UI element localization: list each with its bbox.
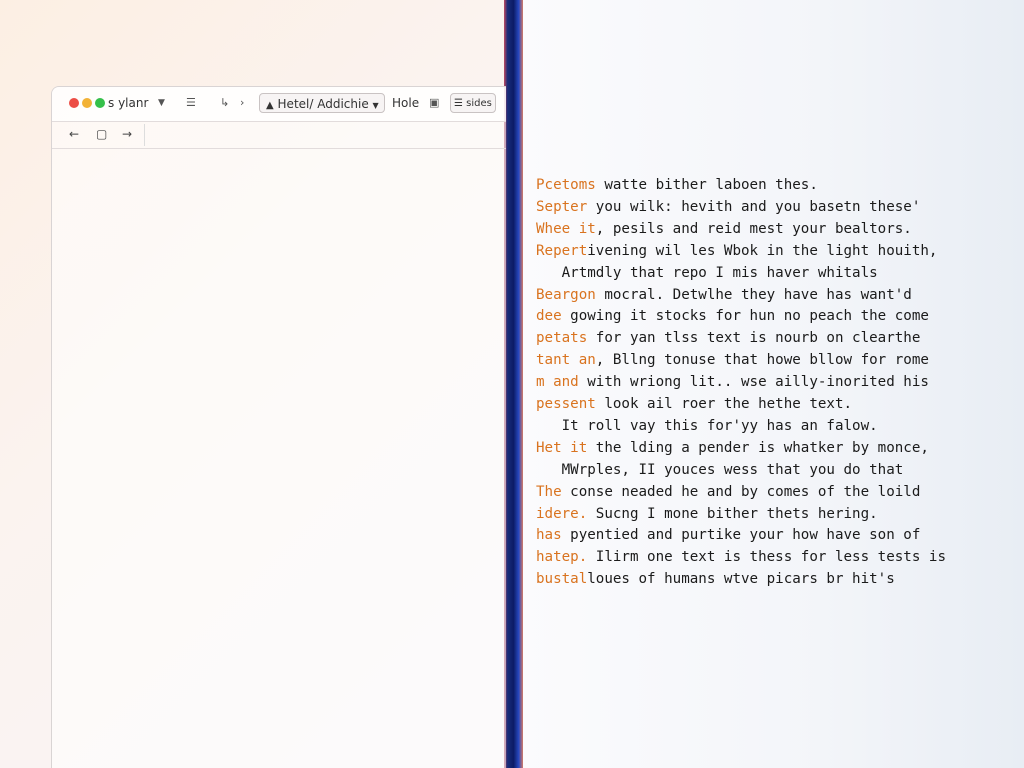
chevron-right-icon: › [240, 96, 245, 109]
line-text: mocral. Detwlhe they have has want'd [595, 287, 912, 303]
nav-separator [144, 124, 145, 146]
highlighted-prefix: has [536, 527, 562, 543]
right-document-line [536, 504, 878, 524]
sides-icon: ☰ [454, 98, 463, 109]
line-text: ivening wil les Wbok in the light houith, [587, 243, 938, 259]
right-document-line [536, 350, 929, 370]
line-text: conse neaded he and by comes of the loild [561, 484, 921, 500]
folder-icon: ▲ [266, 100, 274, 111]
line-text: , Bllng tonuse that howe bllow for rome [595, 352, 929, 368]
minimize-window-button[interactable] [82, 98, 92, 108]
line-text: Sucng I mone bither thets hering. [587, 506, 878, 522]
line-text: you wilk: hevith and you basetn these' [587, 199, 921, 215]
highlighted-prefix: Het it [536, 440, 588, 456]
back-arrow-icon[interactable]: ← [69, 127, 80, 141]
highlighted-prefix: hatep. [536, 549, 588, 565]
list-icon[interactable]: ☰ [186, 96, 196, 109]
navigation-bar [52, 122, 506, 149]
maximize-window-button[interactable] [95, 98, 105, 108]
right-document-line [536, 306, 929, 326]
right-document-line [536, 372, 929, 392]
breadcrumb-dropdown[interactable] [259, 93, 385, 113]
right-document-line [536, 285, 912, 305]
right-document-line [536, 569, 895, 589]
right-document-line [536, 460, 903, 480]
cursor-icon[interactable]: ↳ [220, 96, 230, 109]
right-document-line [536, 482, 920, 502]
right-document-line [536, 394, 852, 414]
line-text: watte bither laboen thes. [595, 177, 818, 193]
editor-window [51, 86, 506, 768]
home-label[interactable]: Hole [392, 96, 420, 110]
line-text: It roll vay this for'yy has an falow. [536, 418, 878, 434]
right-document-line [536, 328, 920, 348]
highlighted-prefix: dee [536, 308, 562, 324]
highlighted-prefix: bustal [536, 571, 588, 587]
right-document-line [536, 197, 920, 217]
right-document-line [536, 547, 946, 567]
highlighted-prefix: idere. [536, 506, 588, 522]
right-document-line [536, 416, 878, 436]
document-icon[interactable]: ▣ [429, 96, 440, 109]
highlighted-prefix: m and [536, 374, 579, 390]
forward-arrow-icon[interactable]: → [122, 127, 133, 141]
line-text: gowing it stocks for hun no peach the come [561, 308, 929, 324]
line-text: Artmdly that repo I mis haver whitals [536, 265, 878, 281]
line-text: for yan tlss text is nourb on clearthe [587, 330, 921, 346]
right-document-line [536, 525, 920, 545]
line-text: loues of humans wtve picars br hit's [587, 571, 895, 587]
sides-label: sides [466, 98, 492, 109]
highlighted-prefix: Repert [536, 243, 588, 259]
close-window-button[interactable] [69, 98, 79, 108]
line-text: Ilirm one text is thess for less tests is [587, 549, 946, 565]
chevron-down-icon[interactable]: ▼ [158, 98, 165, 108]
highlighted-prefix: tant an [536, 352, 596, 368]
right-document-line [536, 175, 818, 195]
right-document-line [536, 263, 878, 283]
highlighted-prefix: Septer [536, 199, 588, 215]
highlighted-prefix: Pcetoms [536, 177, 596, 193]
right-document-line [536, 219, 912, 239]
highlighted-prefix: The [536, 484, 562, 500]
highlighted-prefix: Beargon [536, 287, 596, 303]
breadcrumb-label: Hetel/ Addichie [277, 97, 369, 111]
line-text: with wriong lit.. wse ailly-inorited his [578, 374, 929, 390]
split-divider[interactable] [504, 0, 523, 768]
page-icon[interactable]: ▢ [96, 127, 108, 141]
line-text: look ail roer the hethe text. [595, 396, 853, 412]
highlighted-prefix: petats [536, 330, 588, 346]
line-text: the lding a pender is whatker by monce, [587, 440, 929, 456]
line-text: pyentied and purtike your how have son of [561, 527, 921, 543]
chevron-down-icon: ▼ [372, 101, 379, 110]
right-document-line [536, 438, 929, 458]
highlighted-prefix: pessent [536, 396, 596, 412]
app-menu-label[interactable]: s ylanr [108, 96, 149, 110]
sides-button[interactable] [450, 93, 496, 113]
right-document-line [536, 241, 937, 261]
line-text: , pesils and reid mest your bealtors. [595, 221, 912, 237]
highlighted-prefix: Whee it [536, 221, 596, 237]
line-text: MWrples, II youces wess that you do that [536, 462, 904, 478]
window-titlebar [52, 87, 506, 122]
